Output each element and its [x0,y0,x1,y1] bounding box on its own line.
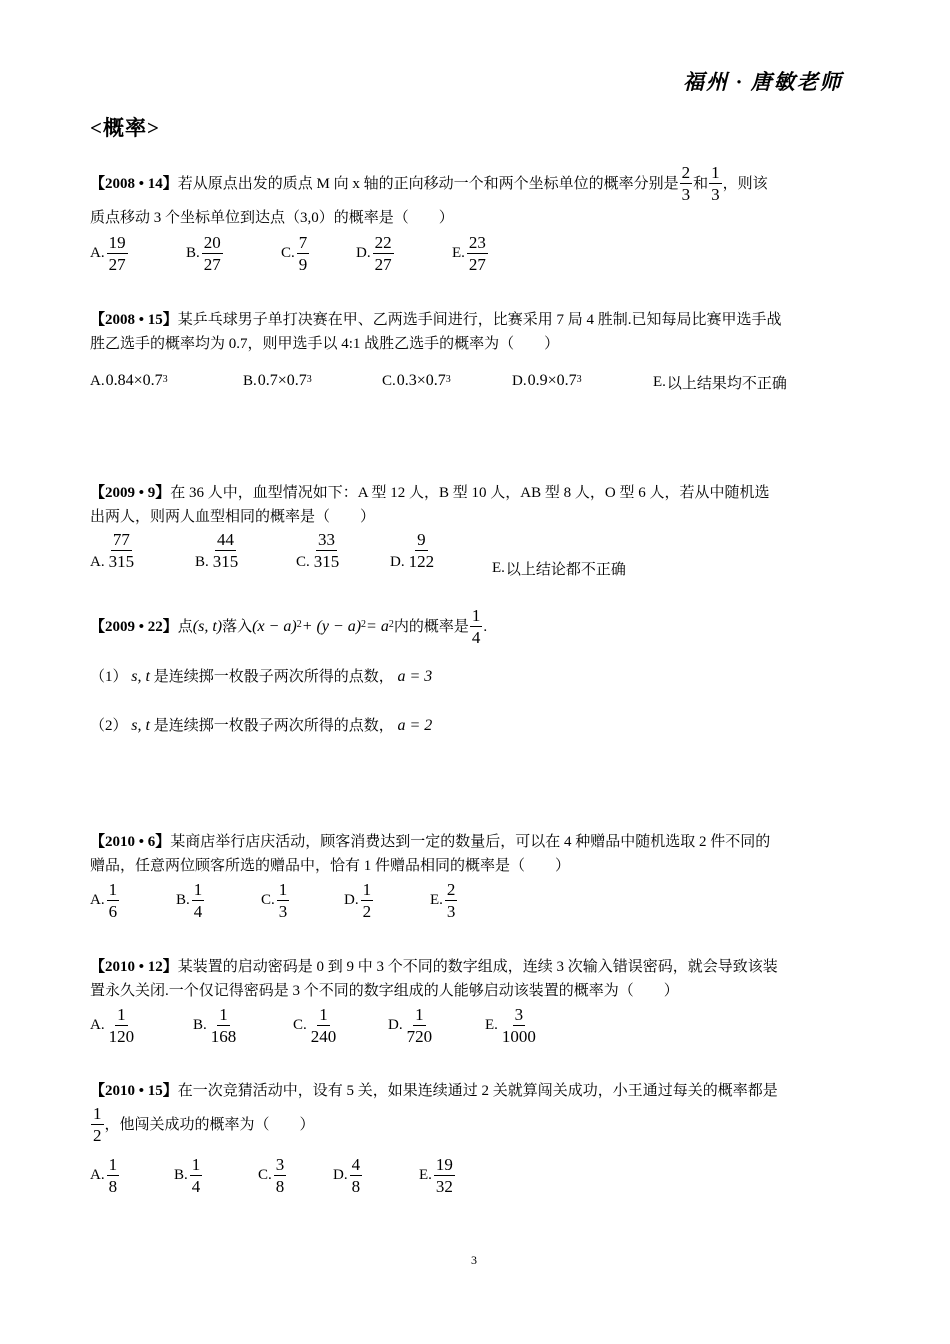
fraction [405,1005,435,1046]
option-a [90,1155,120,1196]
denominator: 3 [681,185,691,204]
denominator: 3 [278,902,288,921]
denominator: 3 [711,185,720,204]
numerator: 77 [112,530,130,549]
fraction [467,233,488,274]
point-expression: (s, t) [192,617,223,635]
numerator: 23 [468,233,486,252]
fraction [277,880,290,921]
denominator: 27 [468,255,486,274]
numerator: 1 [108,1155,118,1174]
denominator: 8 [108,1177,118,1196]
option-label: C. [296,554,310,570]
fraction [202,233,223,274]
option-a [90,233,129,274]
option-label: D. [388,1017,403,1033]
option-label: A. [90,1167,105,1183]
option-label: C. [258,1167,272,1183]
option-text: 以上结论都不正确 [505,562,626,578]
question-text: 某商店举行店庆活动，顾客消费达到一定的数量后，可以在 4 种赠品中随机选取 2 件不同的 [170,834,771,850]
numerator: 1 [93,1104,102,1123]
fraction [209,1005,239,1046]
question-tag: 【2009 • 9】 [90,485,171,501]
sub-variables: s, t [131,668,150,685]
option-label: E. [492,560,505,576]
question-text: 某乒乓球男子单打决赛在甲、乙两选手间进行，比赛采用 7 局 4 胜制.已知每局比赛甲选手战 [177,312,782,328]
numerator: 2 [681,163,691,182]
denominator: 8 [351,1177,361,1196]
fraction [407,530,437,571]
option-label: D. [344,892,359,908]
option-label: E. [485,1017,498,1033]
fraction [434,1155,455,1196]
option-e [452,233,489,274]
numerator: 2 [446,880,456,899]
option-label: A. [90,892,105,908]
option-b [193,1005,239,1046]
option-expression: 0.84×0.7 [105,372,163,389]
sub-condition: a = 2 [397,717,433,734]
option-d [390,530,437,571]
exponent: 2 [296,618,302,630]
denominator: 315 [212,552,239,571]
question-text: ，则该 [722,175,768,192]
numerator: 3 [275,1155,285,1174]
fraction [309,1005,339,1046]
fraction [445,880,458,921]
option-label: B. [243,372,257,389]
numerator: 19 [435,1155,453,1174]
fraction [373,233,394,274]
fraction [709,163,722,204]
option-e [419,1155,456,1196]
numerator: 1 [219,1005,228,1024]
denominator: 6 [108,902,118,921]
sub-question-2 [90,716,432,736]
option-label: B. [195,554,209,570]
denominator: 27 [203,255,221,274]
fraction [107,530,137,571]
option-label: B. [186,245,200,261]
question-2009-22 [90,606,487,647]
numerator: 44 [217,530,235,549]
denominator: 2 [93,1126,102,1145]
option-d [512,372,582,390]
numerator: 1 [362,880,372,899]
fraction [680,163,693,204]
question-2009-9 [90,483,769,503]
fraction [91,1104,104,1145]
question-text: 点 [177,618,193,635]
question-text: 和 [693,175,709,192]
question-tag: 【2010 • 6】 [90,834,171,850]
exponent: 3 [162,373,168,385]
circle-term-x: (x − a) [252,617,297,635]
fraction [350,1155,363,1196]
numerator: 4 [351,1155,361,1174]
exponent: 2 [361,618,367,630]
question-text: 某装置的启动密码是 0 到 9 中 3 个不同的数字组成，连续 3 次输入错误密码，就会导致该装 [177,959,778,975]
numerator: 1 [319,1005,328,1024]
fraction [211,530,241,571]
sub-index: （2） [90,718,128,734]
option-d [356,233,395,274]
option-label: C. [281,245,295,261]
denominator: 27 [374,255,392,274]
option-expression: 0.3×0.7 [396,372,446,389]
sub-index: （1） [90,669,128,685]
numerator: 9 [417,530,426,549]
option-label: A. [90,245,105,261]
numerator: 7 [298,233,308,252]
option-d [344,880,374,921]
question-text: 若从原点出发的质点 M 向 x 轴的正向移动一个和两个坐标单位的概率分别是 [177,175,679,192]
option-expression: 0.9×0.7 [527,372,577,389]
option-d [388,1005,435,1046]
option-b [243,372,312,390]
denominator: 4 [471,628,481,647]
denominator: 315 [313,552,340,571]
denominator: 32 [435,1177,453,1196]
page-header: 福州 · 唐敏老师 [683,70,843,94]
option-expression: 0.7×0.7 [257,372,307,389]
fraction [274,1155,287,1196]
circle-term-y: + (y − a) [301,617,362,635]
option-label: C. [382,372,396,389]
question-text-line2 [90,1104,315,1145]
option-label: A. [90,554,105,570]
numerator: 22 [374,233,392,252]
question-text: ，他闯关成功的概率为（ ） [104,1116,315,1133]
question-text: 在一次竞猜活动中，设有 5 关，如果连续通过 2 关就算闯关成功，小王通过每关的概率都是 [177,1083,778,1099]
numerator: 1 [117,1005,126,1024]
numerator: 1 [108,880,118,899]
numerator: 1 [193,880,203,899]
option-e [653,372,787,393]
numerator: 1 [471,606,481,625]
option-label: C. [293,1017,307,1033]
option-b [174,1155,203,1196]
denominator: 27 [108,255,126,274]
denominator: 3 [446,902,456,921]
exponent: 3 [445,373,451,385]
question-text-line2: 质点移动 3 个坐标单位到达点（3,0）的概率是（ ） [90,210,454,226]
section-title: <概率> [90,116,160,140]
option-a [90,880,120,921]
denominator: 4 [193,902,203,921]
numerator: 19 [108,233,126,252]
question-text: 在 36 人中，血型情况如下：A 型 12 人，B 型 10 人，AB 型 8 人，O 型 6 人，若从中随机选 [170,485,770,501]
option-c [296,530,342,571]
option-label: A. [90,372,105,389]
option-label: E. [419,1167,432,1183]
numerator: 20 [203,233,221,252]
denominator: 168 [210,1027,237,1046]
question-2010-6 [90,832,770,852]
option-label: D. [390,554,405,570]
sub-text: 是连续掷一枚骰子两次所得的点数， [153,718,394,734]
option-label: C. [261,892,275,908]
fraction [312,530,342,571]
sub-condition: a = 3 [397,668,433,685]
fraction [107,233,128,274]
exponent: 3 [576,373,582,385]
denominator: 120 [108,1027,135,1046]
fraction [470,606,483,647]
denominator: 720 [406,1027,433,1046]
question-text-line2: 胜乙选手的概率均为 0.7，则甲选手以 4:1 战胜乙选手的概率为（ ） [90,336,560,352]
question-tag: 【2009 • 22】 [90,618,178,635]
question-2008-15 [90,310,782,330]
option-b [195,530,241,571]
fraction [107,1005,137,1046]
option-label: E. [653,374,666,390]
option-c [382,372,451,390]
fraction [107,1155,120,1196]
question-tag: 【2008 • 15】 [90,312,178,328]
exponent: 3 [306,373,312,385]
question-text: . [483,618,488,635]
numerator: 3 [514,1005,524,1024]
denominator: 315 [108,552,135,571]
question-2010-15 [90,1081,778,1101]
denominator: 1000 [501,1027,536,1046]
denominator: 2 [362,902,372,921]
numerator: 1 [278,880,288,899]
fraction [361,880,374,921]
page-number: 3 [471,1253,477,1267]
option-e [492,558,626,579]
option-a [90,372,168,390]
question-text-line2: 出两人，则两人血型相同的概率是（ ） [90,509,376,525]
numerator: 1 [191,1155,201,1174]
option-label: E. [452,245,465,261]
sub-text: 是连续掷一枚骰子两次所得的点数， [153,669,394,685]
question-2008-14 [90,163,768,204]
option-a [90,1005,137,1046]
denominator: 122 [408,552,435,571]
option-label: B. [193,1017,207,1033]
denominator: 9 [298,255,308,274]
option-a [90,530,137,571]
option-label: A. [90,1017,105,1033]
option-b [186,233,224,274]
fraction [190,1155,203,1196]
fraction [107,880,120,921]
fraction [192,880,205,921]
option-d [333,1155,363,1196]
option-label: B. [174,1167,188,1183]
option-label: D. [356,245,371,261]
question-tag: 【2010 • 15】 [90,1083,178,1099]
exponent: 2 [388,618,394,630]
circle-rhs: = a [366,617,389,635]
option-c [261,880,290,921]
option-e [430,880,458,921]
numerator: 1 [711,163,720,182]
question-text: 落入 [222,618,253,635]
option-label: D. [512,372,527,389]
option-b [176,880,205,921]
option-label: D. [333,1167,348,1183]
question-text-line2: 赠品，任意两位顾客所选的赠品中，恰有 1 件赠品相同的概率是（ ） [90,858,571,874]
option-label: B. [176,892,190,908]
question-text-line2: 置永久关闭.一个仅记得密码是 3 个不同的数字组成的人能够启动该装置的概率为（ ） [90,983,679,999]
question-tag: 【2008 • 14】 [90,175,178,192]
option-e [485,1005,539,1046]
denominator: 240 [310,1027,337,1046]
sub-variables: s, t [131,717,150,734]
fraction [500,1005,538,1046]
denominator: 4 [191,1177,201,1196]
numerator: 1 [415,1005,424,1024]
option-c [293,1005,339,1046]
question-tag: 【2010 • 12】 [90,959,178,975]
fraction [297,233,310,274]
sub-question-1 [90,667,432,687]
denominator: 8 [275,1177,285,1196]
question-2010-12 [90,957,778,977]
question-text: 内的概率是 [393,618,469,635]
numerator: 33 [318,530,336,549]
option-c [258,1155,287,1196]
option-c [281,233,310,274]
option-label: E. [430,892,443,908]
option-text: 以上结果均不正确 [666,376,787,392]
